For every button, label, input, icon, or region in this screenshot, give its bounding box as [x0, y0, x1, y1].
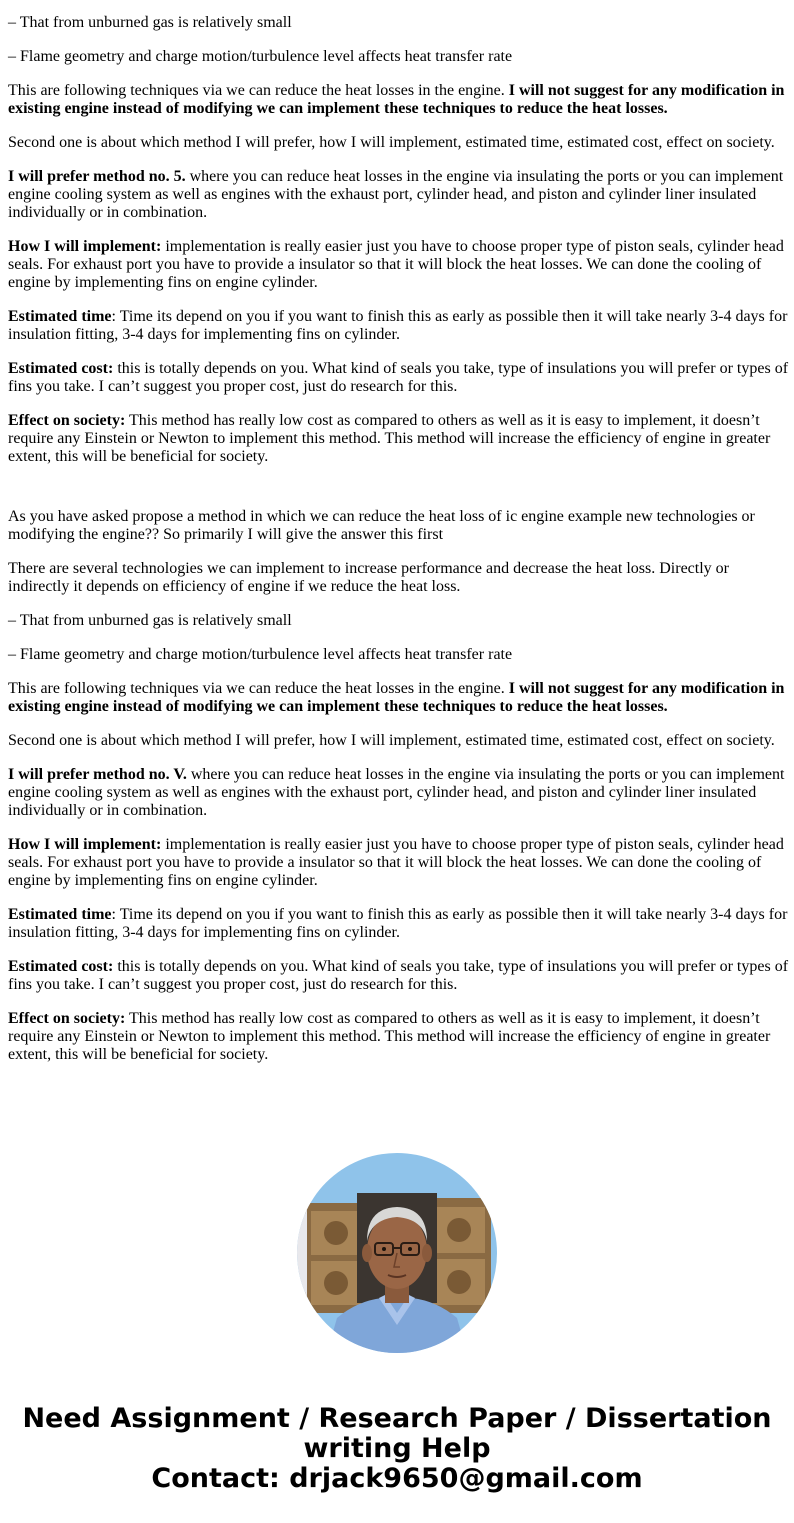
effect-society-text: This method has really low cost as compared to others as well as it is easy to implement, it doesn’t require any Einstein or Newton to implement this method. This method will increase the efficiency of engine in greater extent, this will be beneficial for society.	[8, 1010, 771, 1063]
how-implement-label: How I will implement:	[8, 238, 162, 255]
section-spacer	[8, 482, 788, 508]
paragraph-unburned-gas: – That from unburned gas is relatively small	[8, 14, 292, 31]
paragraph-flame-geometry: – Flame geometry and charge motion/turbulence level affects heat transfer rate	[8, 48, 513, 65]
paragraph-asked-propose: As you have asked propose a method in which we can reduce the heat loss of ic engine example new technologies or modifying the engine?? So primarily I will give the answer this first	[8, 508, 755, 543]
estimated-cost-text: this is totally depends on you. What kind of seals you take, type of insulations you will prefer or types of fins you take. I can’t suggest you proper cost, just do research for this.	[8, 360, 789, 395]
paragraph-prefer-method	[8, 168, 788, 222]
paragraph-unburned-gas: – That from unburned gas is relatively small	[8, 612, 292, 629]
effect-society-label: Effect on society:	[8, 1010, 126, 1027]
estimated-time-text: : Time its depend on you if you want to finish this as early as possible then it will take nearly 3-4 days for insulation fitting, 3-4 days for implementing fins on cylinder.	[8, 906, 788, 941]
how-implement-label: How I will implement:	[8, 836, 162, 853]
estimated-time-label: Estimated time	[8, 308, 112, 325]
estimated-cost-text: this is totally depends on you. What kind of seals you take, type of insulations you will prefer or types of fins you take. I can’t suggest you proper cost, just do research for this.	[8, 958, 789, 993]
paragraph-second-one: Second one is about which method I will prefer, how I will implement, estimated time, estimated cost, effect on society.	[8, 134, 775, 151]
paragraph-effect-society	[8, 1010, 788, 1064]
estimated-cost-label: Estimated cost:	[8, 958, 114, 975]
paragraph-several-technologies: There are several technologies we can implement to increase performance and decrease the heat loss. Directly or indirectly it depends on efficiency of engine if we reduce the heat loss.	[8, 560, 729, 595]
paragraph-estimated-time	[8, 308, 788, 344]
estimated-time-text: : Time its depend on you if you want to finish this as early as possible then it will take nearly 3-4 days for insulation fitting, 3-4 days for implementing fins on cylinder.	[8, 308, 788, 343]
footer-contact-banner	[0, 1404, 794, 1494]
author-avatar	[297, 1153, 497, 1353]
article-body	[8, 14, 788, 1080]
footer-line-contact-email: Contact: drjack9650@gmail.com	[151, 1463, 643, 1494]
estimated-time-label: Estimated time	[8, 906, 112, 923]
footer-line-need-assignment: Need Assignment / Research Paper / Dissertation	[22, 1403, 772, 1434]
footer-line-writing-help: writing Help	[303, 1433, 491, 1464]
paragraph-techniques	[8, 82, 788, 118]
paragraph-estimated-time	[8, 906, 788, 942]
prefer-method-text: where you can reduce heat losses in the engine via insulating the ports or you can implement engine cooling system as well as engines with the exhaust port, cylinder head, and piston and cylinder liner insulated individually or in combination.	[8, 766, 785, 819]
prefer-method-text: where you can reduce heat losses in the engine via insulating the ports or you can implement engine cooling system as well as engines with the exhaust port, cylinder head, and piston and cylinder liner insulated individually or in combination.	[8, 168, 784, 221]
effect-society-label: Effect on society:	[8, 412, 126, 429]
paragraph-techniques	[8, 680, 788, 716]
prefer-method-label: I will prefer method no. 5.	[8, 168, 186, 185]
how-implement-text: implementation is really easier just you have to choose proper type of piston seals, cylinder head seals. For exhaust port you have to provide a insulator so that it will block the heat losses. We can done the cooling of engine by implementing fins on engine cylinder.	[8, 238, 784, 291]
techniques-bold-text: I will not suggest for any modification in existing engine instead of modifying we can implement these techniques to reduce the heat losses.	[8, 680, 785, 715]
techniques-text: This are following techniques via we can reduce the heat losses in the engine.	[8, 680, 509, 697]
effect-society-text: This method has really low cost as compared to others as well as it is easy to implement, it doesn’t require any Einstein or Newton to implement this method. This method will increase the efficiency of engine in greater extent, this will be beneficial for society.	[8, 412, 771, 465]
paragraph-estimated-cost	[8, 958, 788, 994]
estimated-cost-label: Estimated cost:	[8, 360, 114, 377]
techniques-text: This are following techniques via we can reduce the heat losses in the engine.	[8, 82, 509, 99]
paragraph-how-implement	[8, 836, 788, 890]
how-implement-text: implementation is really easier just you have to choose proper type of piston seals, cylinder head seals. For exhaust port you have to provide a insulator so that it will block the heat losses. We can done the cooling of engine by implementing fins on engine cylinder.	[8, 836, 784, 889]
paragraph-second-one: Second one is about which method I will prefer, how I will implement, estimated time, estimated cost, effect on society.	[8, 732, 775, 749]
techniques-bold-text: I will not suggest for any modification in existing engine instead of modifying we can implement these techniques to reduce the heat losses.	[8, 82, 785, 117]
paragraph-prefer-method	[8, 766, 788, 820]
paragraph-flame-geometry: – Flame geometry and charge motion/turbulence level affects heat transfer rate	[8, 646, 513, 663]
author-portrait-icon	[297, 1153, 497, 1353]
paragraph-effect-society	[8, 412, 788, 466]
paragraph-estimated-cost	[8, 360, 788, 396]
prefer-method-label: I will prefer method no. V.	[8, 766, 187, 783]
paragraph-how-implement	[8, 238, 788, 292]
